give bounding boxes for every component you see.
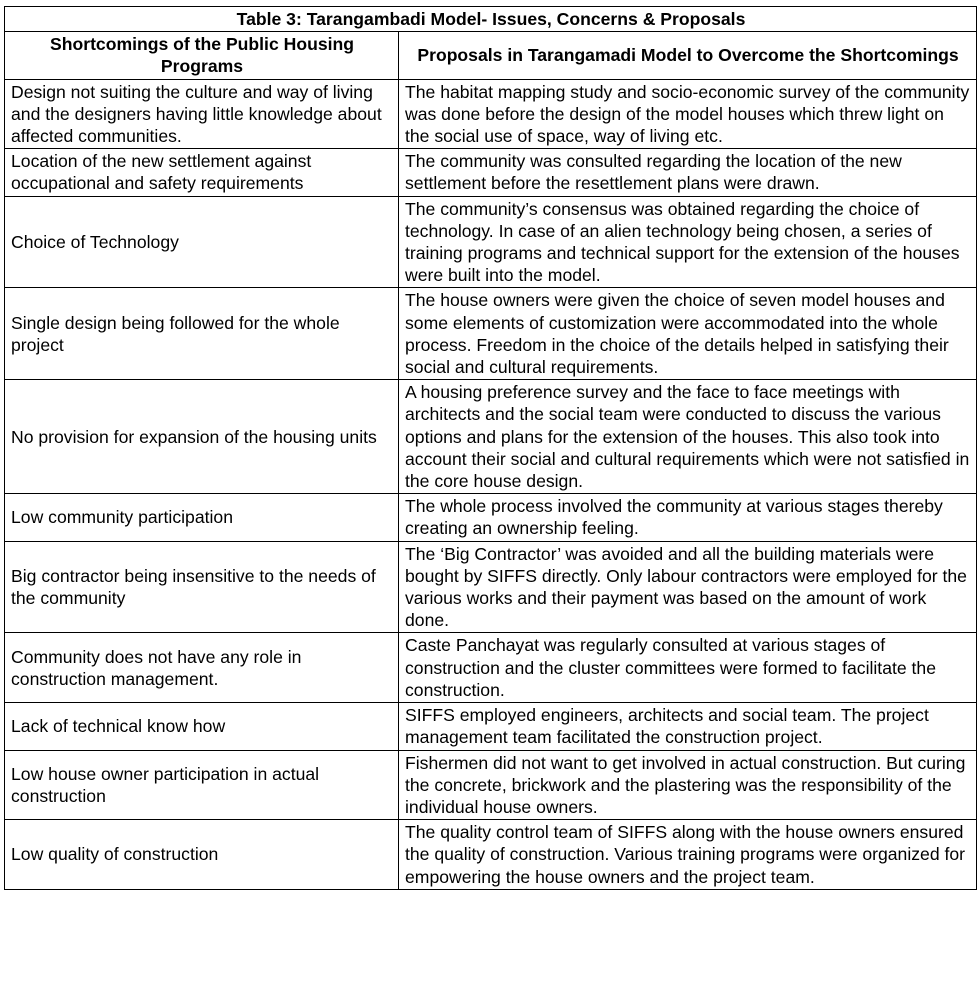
table-row bbox=[5, 149, 977, 196]
table-row bbox=[5, 541, 977, 633]
table-row bbox=[5, 380, 977, 494]
proposal-cell: The house owners were given the choice of seven model houses and some elements of customization were accommodated into the whole process. Freedom in the choice of the details helped in satisfying their social and cultural requirements. bbox=[399, 288, 977, 380]
proposal-cell: The habitat mapping study and socio-economic survey of the community was done before the design of the model houses which threw light on the social use of space, way of living etc. bbox=[399, 79, 977, 149]
column-header-proposals: Proposals in Tarangamadi Model to Overcome the Shortcomings bbox=[399, 32, 977, 79]
shortcoming-cell: Low community participation bbox=[5, 494, 399, 541]
shortcoming-cell: Low quality of construction bbox=[5, 820, 399, 890]
issues-proposals-table bbox=[4, 6, 977, 890]
table-row bbox=[5, 288, 977, 380]
proposal-cell: Caste Panchayat was regularly consulted at various stages of construction and the cluster committees were formed to facilitate the construction. bbox=[399, 633, 977, 703]
proposal-cell: The quality control team of SIFFS along with the house owners ensured the quality of construction. Various training programs were organized for empowering the house owners and the project team. bbox=[399, 820, 977, 890]
shortcoming-cell: Big contractor being insensitive to the needs of the community bbox=[5, 541, 399, 633]
proposal-cell: A housing preference survey and the face to face meetings with architects and the social team were conducted to discuss the various options and plans for the extension of the houses. This also took into account their social and cultural requirements which were not satisfied in the core house design. bbox=[399, 380, 977, 494]
shortcoming-cell: No provision for expansion of the housing units bbox=[5, 380, 399, 494]
proposal-cell: The community’s consensus was obtained regarding the choice of technology. In case of an alien technology being chosen, a series of training programs and technical support for the extension of the houses were built into the model. bbox=[399, 196, 977, 288]
column-header-shortcomings: Shortcomings of the Public Housing Programs bbox=[5, 32, 399, 79]
shortcoming-cell: Location of the new settlement against occupational and safety requirements bbox=[5, 149, 399, 196]
shortcoming-cell: Community does not have any role in construction management. bbox=[5, 633, 399, 703]
table-row bbox=[5, 750, 977, 820]
proposal-cell: The community was consulted regarding the location of the new settlement before the resettlement plans were drawn. bbox=[399, 149, 977, 196]
proposal-cell: Fishermen did not want to get involved in actual construction. But curing the concrete, brickwork and the plastering was the responsibility of the individual house owners. bbox=[399, 750, 977, 820]
proposal-cell: The ‘Big Contractor’ was avoided and all the building materials were bought by SIFFS directly. Only labour contractors were employed for the various works and their payment was based on the amount of work done. bbox=[399, 541, 977, 633]
table-row bbox=[5, 196, 977, 288]
proposal-cell: SIFFS employed engineers, architects and social team. The project management team facilitated the construction project. bbox=[399, 703, 977, 750]
table-row bbox=[5, 633, 977, 703]
table-row bbox=[5, 79, 977, 149]
shortcoming-cell: Design not suiting the culture and way of living and the designers having little knowledge about affected communities. bbox=[5, 79, 399, 149]
proposal-cell: The whole process involved the community at various stages thereby creating an ownership feeling. bbox=[399, 494, 977, 541]
table-row bbox=[5, 494, 977, 541]
table-header-row bbox=[5, 32, 977, 79]
shortcoming-cell: Choice of Technology bbox=[5, 196, 399, 288]
table-row bbox=[5, 820, 977, 890]
table-title-row bbox=[5, 7, 977, 32]
shortcoming-cell: Single design being followed for the whole project bbox=[5, 288, 399, 380]
shortcoming-cell: Low house owner participation in actual construction bbox=[5, 750, 399, 820]
shortcoming-cell: Lack of technical know how bbox=[5, 703, 399, 750]
table-title: Table 3: Tarangambadi Model- Issues, Concerns & Proposals bbox=[5, 7, 977, 32]
table-row bbox=[5, 703, 977, 750]
